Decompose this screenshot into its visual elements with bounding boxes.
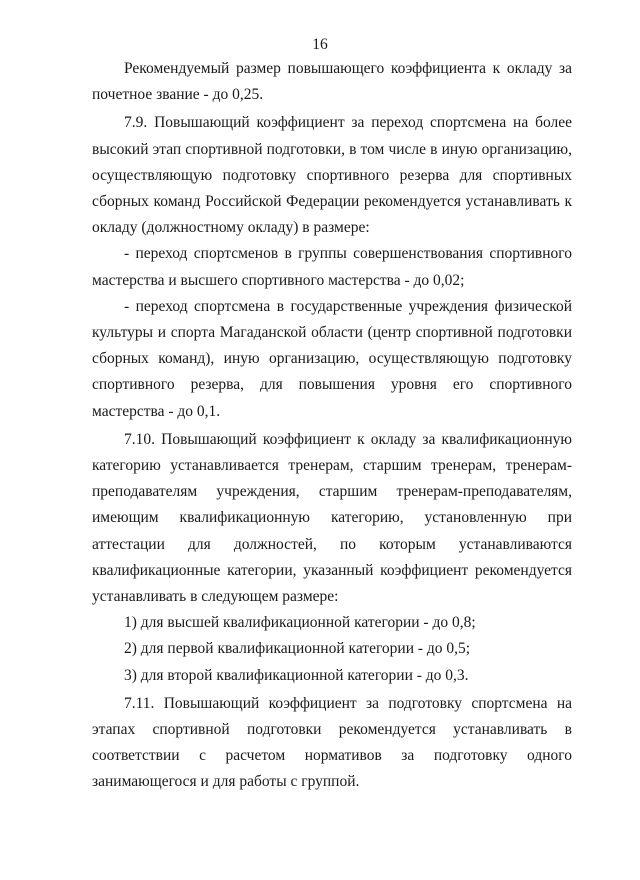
document-body	[92, 56, 572, 796]
list-item-highest-category: 1) для высшей квалификационной категории - до 0,8;	[124, 614, 476, 632]
paragraph-7-10: 7.10. Повышающий коэффициент к окладу за квалификационную категорию устанавливается тренерам, старшим тренерам, тренерам-преподавателям учреждения, старшим тренерам-преподавателям, имеющим квалификационную категорию, установленную при аттестации для должностей, по которым устанавливаются квалификационные категории, указанный коэффициент рекомендуется устанавливать в следующем размере:	[92, 430, 572, 606]
list-item-transfer-mastery-groups: - переход спортсменов в группы совершенствования спортивного мастерства и высшего спортивного мастерства - до 0,02;	[92, 245, 572, 289]
paragraph-honorary-title-coefficient: Рекомендуемый размер повышающего коэффициента к окладу за почетное звание - до 0,25.	[92, 60, 572, 104]
list-item-first-category: 2) для первой квалификационной категории - до 0,5;	[124, 640, 471, 658]
paragraph-7-11: 7.11. Повышающий коэффициент за подготовку спортсмена на этапах спортивной подготовки рекомендуется устанавливать в соответствии с расчетом нормативов за подготовку одного занимающегося и для работы с группой.	[92, 694, 572, 791]
list-item-second-category: 3) для второй квалификационной категории - до 0,3.	[124, 666, 469, 684]
list-item-transfer-state-institutions: - переход спортсмена в государственные учреждения физической культуры и спорта Магаданской области (центр спортивной подготовки сборных команд), иную организацию, осуществляющую подготовку спортивного резерва, для повышения уровня его спортивного мастерства - до 0,1.	[92, 297, 572, 420]
page-number: 16	[312, 36, 328, 53]
paragraph-7-9: 7.9. Повышающий коэффициент за переход спортсмена на более высокий этап спортивной подготовки, в том числе в иную организацию, осуществляющую подготовку спортивного резерва для спортивных сборных команд Российской Федерации рекомендуется устанавливать к окладу (должностному окладу) в размере:	[92, 114, 572, 237]
